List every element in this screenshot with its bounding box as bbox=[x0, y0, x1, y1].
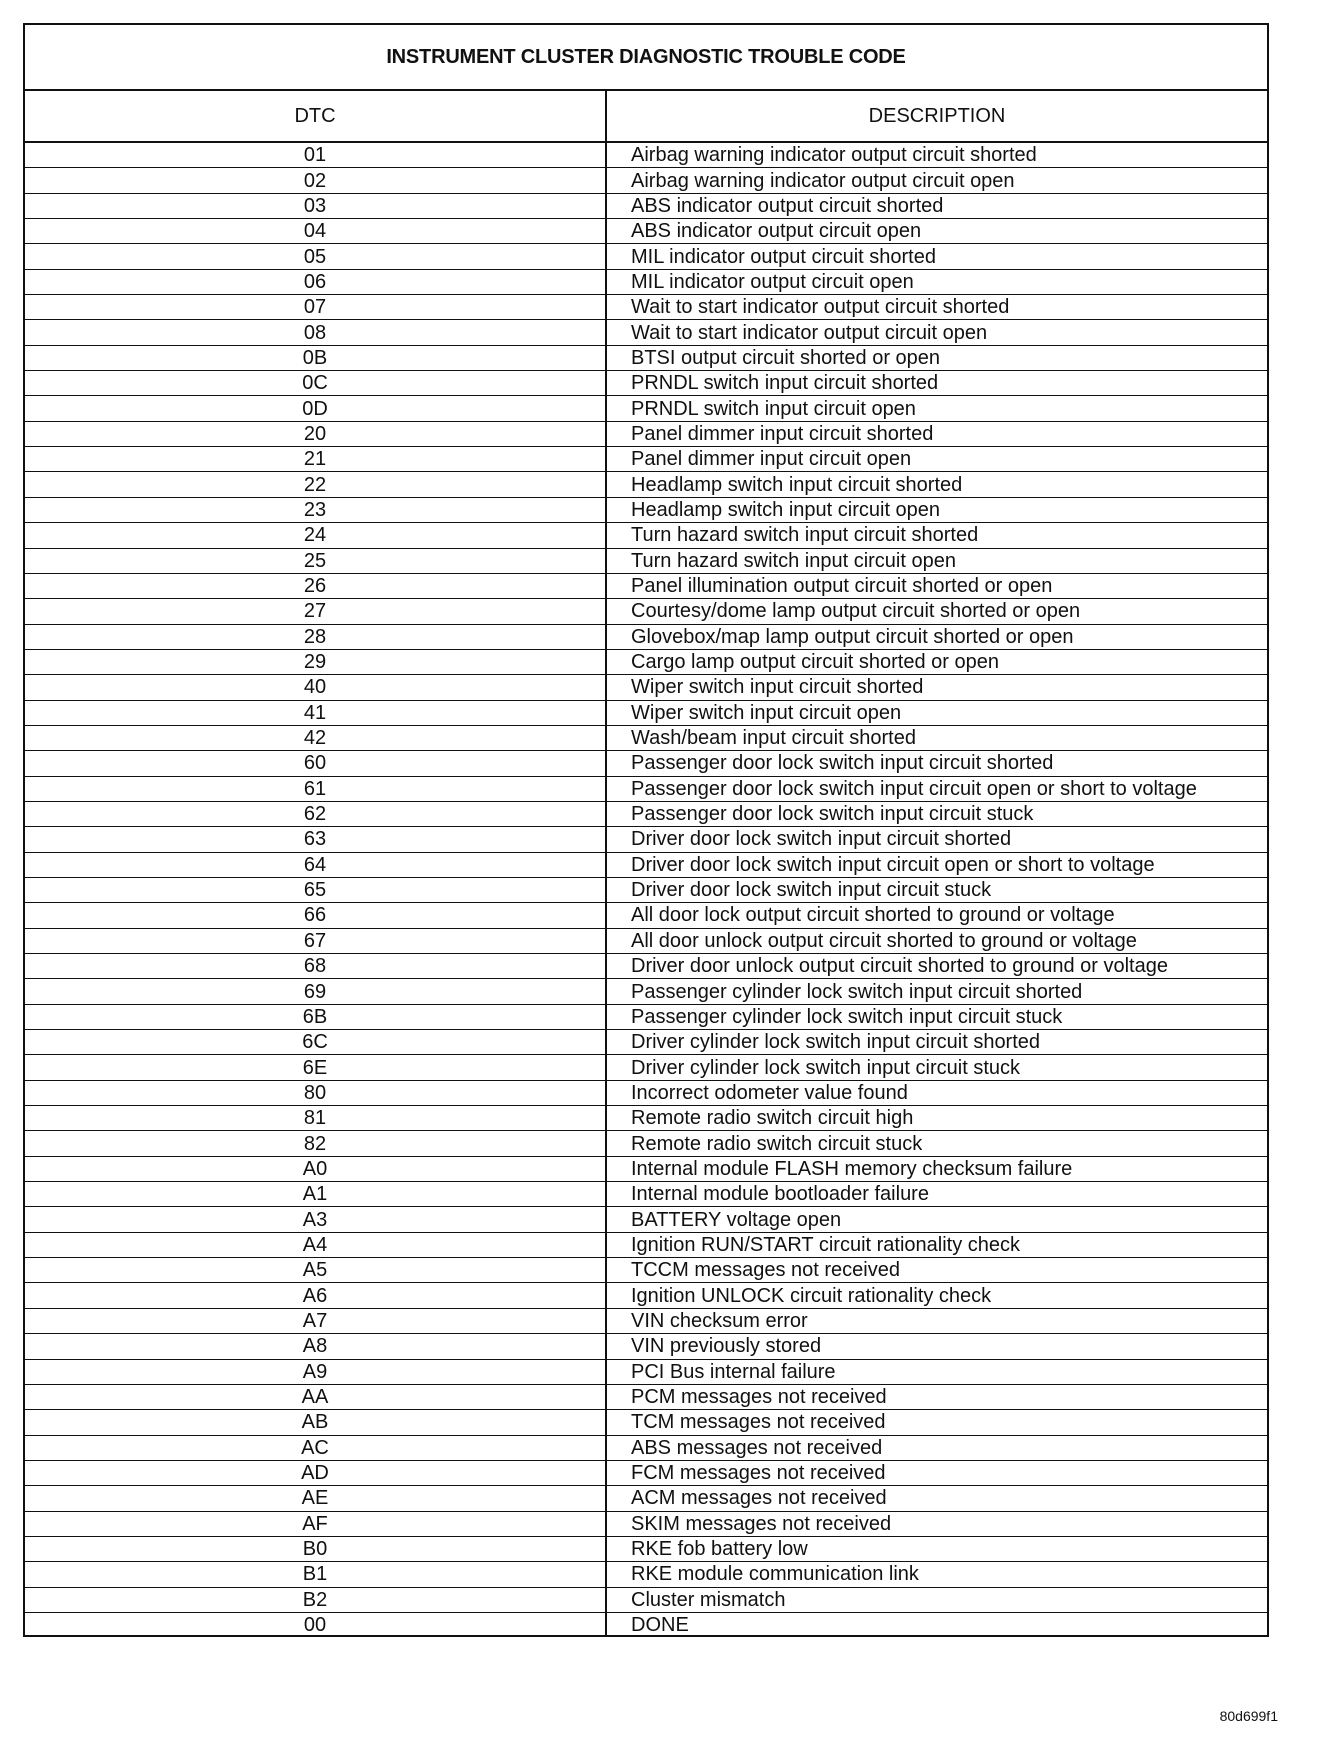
dtc-description-cell: Airbag warning indicator output circuit shorted bbox=[631, 144, 1037, 167]
dtc-description-cell: Cluster mismatch bbox=[631, 1588, 786, 1611]
table-row bbox=[25, 1283, 1267, 1308]
dtc-code-cell: 29 bbox=[25, 650, 607, 674]
table-row bbox=[25, 270, 1267, 295]
dtc-description-cell: SKIM messages not received bbox=[631, 1512, 892, 1535]
table-row bbox=[25, 1410, 1267, 1435]
table-row bbox=[25, 1055, 1267, 1080]
table-row bbox=[25, 853, 1267, 878]
table-row bbox=[25, 194, 1267, 219]
dtc-code-cell: A4 bbox=[25, 1233, 607, 1257]
dtc-code-cell: B0 bbox=[25, 1537, 607, 1561]
dtc-description-cell: Headlamp switch input circuit shorted bbox=[631, 473, 963, 496]
dtc-code-cell: 6B bbox=[25, 1005, 607, 1029]
table-row bbox=[25, 1106, 1267, 1131]
dtc-description-cell: Incorrect odometer value found bbox=[631, 1081, 908, 1104]
dtc-code-cell: 68 bbox=[25, 954, 607, 978]
dtc-description-cell: All door lock output circuit shorted to ground or voltage bbox=[631, 904, 1115, 927]
dtc-description-cell: Wait to start indicator output circuit shorted bbox=[631, 296, 1010, 319]
table-row bbox=[25, 574, 1267, 599]
table-row bbox=[25, 1436, 1267, 1461]
dtc-code-cell: 82 bbox=[25, 1131, 607, 1155]
dtc-description-cell: Internal module bootloader failure bbox=[631, 1183, 929, 1206]
table-row bbox=[25, 320, 1267, 345]
dtc-table bbox=[23, 23, 1269, 1637]
dtc-description-cell: VIN checksum error bbox=[631, 1309, 808, 1332]
table-row bbox=[25, 1486, 1267, 1511]
table-row bbox=[25, 979, 1267, 1004]
table-row bbox=[25, 1005, 1267, 1030]
table-row bbox=[25, 219, 1267, 244]
dtc-description-cell: Remote radio switch circuit stuck bbox=[631, 1132, 923, 1155]
dtc-code-cell: 64 bbox=[25, 853, 607, 877]
table-row bbox=[25, 396, 1267, 421]
dtc-description-cell: Panel dimmer input circuit shorted bbox=[631, 422, 934, 445]
dtc-description-cell: All door unlock output circuit shorted to ground or voltage bbox=[631, 929, 1137, 952]
dtc-description-cell: Ignition UNLOCK circuit rationality check bbox=[631, 1284, 992, 1307]
dtc-code-cell: 22 bbox=[25, 472, 607, 496]
figure-id: 80d699f1 bbox=[1219, 1708, 1278, 1724]
dtc-code-cell: A8 bbox=[25, 1334, 607, 1358]
table-row bbox=[25, 802, 1267, 827]
table-row bbox=[25, 168, 1267, 193]
table-row bbox=[25, 777, 1267, 802]
dtc-description-cell: Turn hazard switch input circuit open bbox=[631, 549, 956, 572]
dtc-code-cell: 05 bbox=[25, 244, 607, 268]
dtc-description-cell: Panel dimmer input circuit open bbox=[631, 448, 912, 471]
dtc-description-cell: TCCM messages not received bbox=[631, 1259, 900, 1282]
table-row bbox=[25, 1385, 1267, 1410]
column-header-row bbox=[25, 91, 1267, 143]
table-row bbox=[25, 675, 1267, 700]
dtc-code-cell: 03 bbox=[25, 194, 607, 218]
dtc-code-cell: 40 bbox=[25, 675, 607, 699]
dtc-description-cell: PCM messages not received bbox=[631, 1386, 887, 1409]
dtc-description-cell: RKE module communication link bbox=[631, 1563, 919, 1586]
table-row bbox=[25, 549, 1267, 574]
dtc-description-cell: Cargo lamp output circuit shorted or open bbox=[631, 651, 999, 674]
dtc-code-cell: 25 bbox=[25, 549, 607, 573]
dtc-code-cell: 23 bbox=[25, 498, 607, 522]
dtc-code-cell: 24 bbox=[25, 523, 607, 547]
dtc-code-cell: 60 bbox=[25, 751, 607, 775]
dtc-code-cell: 08 bbox=[25, 320, 607, 344]
dtc-description-cell: MIL indicator output circuit shorted bbox=[631, 245, 936, 268]
dtc-code-cell: 61 bbox=[25, 777, 607, 801]
dtc-code-cell: B1 bbox=[25, 1562, 607, 1586]
dtc-code-cell: 21 bbox=[25, 447, 607, 471]
dtc-code-cell: A1 bbox=[25, 1182, 607, 1206]
table-row bbox=[25, 599, 1267, 624]
table-row bbox=[25, 1030, 1267, 1055]
dtc-code-cell: 28 bbox=[25, 625, 607, 649]
table-row bbox=[25, 447, 1267, 472]
column-header-description: DESCRIPTION bbox=[868, 104, 1006, 127]
dtc-code-cell: AE bbox=[25, 1486, 607, 1510]
table-row bbox=[25, 1537, 1267, 1562]
table-row bbox=[25, 650, 1267, 675]
dtc-description-cell: DONE bbox=[631, 1614, 689, 1637]
table-row bbox=[25, 498, 1267, 523]
dtc-description-cell: VIN previously stored bbox=[631, 1335, 822, 1358]
dtc-code-cell: 01 bbox=[25, 143, 607, 167]
dtc-description-cell: TCM messages not received bbox=[631, 1411, 886, 1434]
table-body bbox=[25, 143, 1267, 1637]
dtc-code-cell: A3 bbox=[25, 1207, 607, 1231]
table-row bbox=[25, 1360, 1267, 1385]
dtc-code-cell: 20 bbox=[25, 422, 607, 446]
dtc-code-cell: AC bbox=[25, 1436, 607, 1460]
dtc-description-cell: Remote radio switch circuit high bbox=[631, 1107, 914, 1130]
table-row bbox=[25, 422, 1267, 447]
dtc-description-cell: BATTERY voltage open bbox=[631, 1208, 842, 1231]
dtc-code-cell: 42 bbox=[25, 726, 607, 750]
table-row bbox=[25, 346, 1267, 371]
table-row bbox=[25, 1233, 1267, 1258]
dtc-description-cell: Wash/beam input circuit shorted bbox=[631, 727, 916, 750]
dtc-description-cell: PCI Bus internal failure bbox=[631, 1360, 836, 1383]
dtc-description-cell: ABS indicator output circuit open bbox=[631, 220, 922, 243]
dtc-code-cell: AA bbox=[25, 1385, 607, 1409]
dtc-code-cell: AD bbox=[25, 1461, 607, 1485]
dtc-description-cell: Ignition RUN/START circuit rationality check bbox=[631, 1233, 1021, 1256]
dtc-code-cell: 65 bbox=[25, 878, 607, 902]
dtc-description-cell: Driver door unlock output circuit shorted to ground or voltage bbox=[631, 955, 1168, 978]
dtc-code-cell: 02 bbox=[25, 168, 607, 192]
dtc-code-cell: A6 bbox=[25, 1283, 607, 1307]
table-row bbox=[25, 1309, 1267, 1334]
dtc-description-cell: Driver door lock switch input circuit shorted bbox=[631, 828, 1012, 851]
dtc-description-cell: MIL indicator output circuit open bbox=[631, 270, 914, 293]
dtc-description-cell: PRNDL switch input circuit shorted bbox=[631, 372, 939, 395]
dtc-code-cell: 80 bbox=[25, 1081, 607, 1105]
dtc-description-cell: Glovebox/map lamp output circuit shorted or open bbox=[631, 625, 1074, 648]
table-row bbox=[25, 1157, 1267, 1182]
table-row bbox=[25, 827, 1267, 852]
dtc-code-cell: 67 bbox=[25, 929, 607, 953]
table-row bbox=[25, 929, 1267, 954]
dtc-description-cell: Driver cylinder lock switch input circuit stuck bbox=[631, 1056, 1020, 1079]
dtc-code-cell: A7 bbox=[25, 1309, 607, 1333]
dtc-description-cell: Panel illumination output circuit shorted or open bbox=[631, 575, 1053, 598]
dtc-code-cell: 63 bbox=[25, 827, 607, 851]
table-row bbox=[25, 726, 1267, 751]
table-row bbox=[25, 244, 1267, 269]
dtc-code-cell: 62 bbox=[25, 802, 607, 826]
dtc-description-cell: Courtesy/dome lamp output circuit shorted or open bbox=[631, 600, 1081, 623]
dtc-code-cell: 81 bbox=[25, 1106, 607, 1130]
dtc-code-cell: 66 bbox=[25, 903, 607, 927]
dtc-description-cell: ABS messages not received bbox=[631, 1436, 883, 1459]
dtc-description-cell: Passenger door lock switch input circuit stuck bbox=[631, 803, 1034, 826]
table-row bbox=[25, 625, 1267, 650]
dtc-code-cell: 06 bbox=[25, 270, 607, 294]
dtc-description-cell: Passenger door lock switch input circuit shorted bbox=[631, 752, 1054, 775]
dtc-description-cell: FCM messages not received bbox=[631, 1462, 886, 1485]
dtc-code-cell: 0C bbox=[25, 371, 607, 395]
dtc-code-cell: 6C bbox=[25, 1030, 607, 1054]
table-row bbox=[25, 371, 1267, 396]
dtc-code-cell: 0D bbox=[25, 396, 607, 420]
dtc-description-cell: PRNDL switch input circuit open bbox=[631, 397, 916, 420]
dtc-description-cell: Passenger cylinder lock switch input circuit shorted bbox=[631, 980, 1083, 1003]
dtc-code-cell: 69 bbox=[25, 979, 607, 1003]
dtc-description-cell: ABS indicator output circuit shorted bbox=[631, 194, 944, 217]
dtc-code-cell: A0 bbox=[25, 1157, 607, 1181]
table-row bbox=[25, 954, 1267, 979]
dtc-code-cell: B2 bbox=[25, 1588, 607, 1612]
dtc-description-cell: RKE fob battery low bbox=[631, 1538, 808, 1561]
dtc-code-cell: AB bbox=[25, 1410, 607, 1434]
table-row bbox=[25, 295, 1267, 320]
dtc-code-cell: 6E bbox=[25, 1055, 607, 1079]
dtc-code-cell: AF bbox=[25, 1512, 607, 1536]
dtc-code-cell: 04 bbox=[25, 219, 607, 243]
dtc-description-cell: Passenger door lock switch input circuit open or short to voltage bbox=[631, 777, 1197, 800]
dtc-description-cell: Turn hazard switch input circuit shorted bbox=[631, 524, 979, 547]
table-row bbox=[25, 523, 1267, 548]
column-header-dtc: DTC bbox=[25, 91, 607, 141]
table-row bbox=[25, 751, 1267, 776]
dtc-description-cell: BTSI output circuit shorted or open bbox=[631, 346, 941, 369]
dtc-description-cell: Headlamp switch input circuit open bbox=[631, 498, 941, 521]
table-row bbox=[25, 878, 1267, 903]
dtc-description-cell: Internal module FLASH memory checksum failure bbox=[631, 1157, 1073, 1180]
table-row bbox=[25, 1207, 1267, 1232]
table-title: INSTRUMENT CLUSTER DIAGNOSTIC TROUBLE CODE bbox=[25, 25, 1267, 91]
dtc-description-cell: ACM messages not received bbox=[631, 1487, 887, 1510]
table-row bbox=[25, 701, 1267, 726]
dtc-description-cell: Driver door lock switch input circuit open or short to voltage bbox=[631, 853, 1155, 876]
table-row bbox=[25, 1334, 1267, 1359]
table-row bbox=[25, 1131, 1267, 1156]
table-row bbox=[25, 903, 1267, 928]
table-row bbox=[25, 1562, 1267, 1587]
dtc-description-cell: Passenger cylinder lock switch input circuit stuck bbox=[631, 1005, 1063, 1028]
dtc-description-cell: Driver cylinder lock switch input circuit shorted bbox=[631, 1031, 1041, 1054]
table-row bbox=[25, 1182, 1267, 1207]
dtc-code-cell: A5 bbox=[25, 1258, 607, 1282]
table-row bbox=[25, 1461, 1267, 1486]
dtc-description-cell: Driver door lock switch input circuit stuck bbox=[631, 879, 992, 902]
dtc-code-cell: A9 bbox=[25, 1360, 607, 1384]
table-row bbox=[25, 1588, 1267, 1613]
dtc-code-cell: 27 bbox=[25, 599, 607, 623]
dtc-description-cell: Wait to start indicator output circuit open bbox=[631, 321, 988, 344]
table-row bbox=[25, 1081, 1267, 1106]
dtc-code-cell: 0B bbox=[25, 346, 607, 370]
dtc-code-cell: 07 bbox=[25, 295, 607, 319]
dtc-code-cell: 00 bbox=[25, 1613, 607, 1637]
dtc-code-cell: 26 bbox=[25, 574, 607, 598]
dtc-description-cell: Wiper switch input circuit shorted bbox=[631, 676, 924, 699]
table-row bbox=[25, 1613, 1267, 1637]
table-row bbox=[25, 1512, 1267, 1537]
table-row bbox=[25, 143, 1267, 168]
dtc-description-cell: Airbag warning indicator output circuit open bbox=[631, 169, 1015, 192]
dtc-code-cell: 41 bbox=[25, 701, 607, 725]
table-row bbox=[25, 472, 1267, 497]
dtc-description-cell: Wiper switch input circuit open bbox=[631, 701, 902, 724]
table-row bbox=[25, 1258, 1267, 1283]
